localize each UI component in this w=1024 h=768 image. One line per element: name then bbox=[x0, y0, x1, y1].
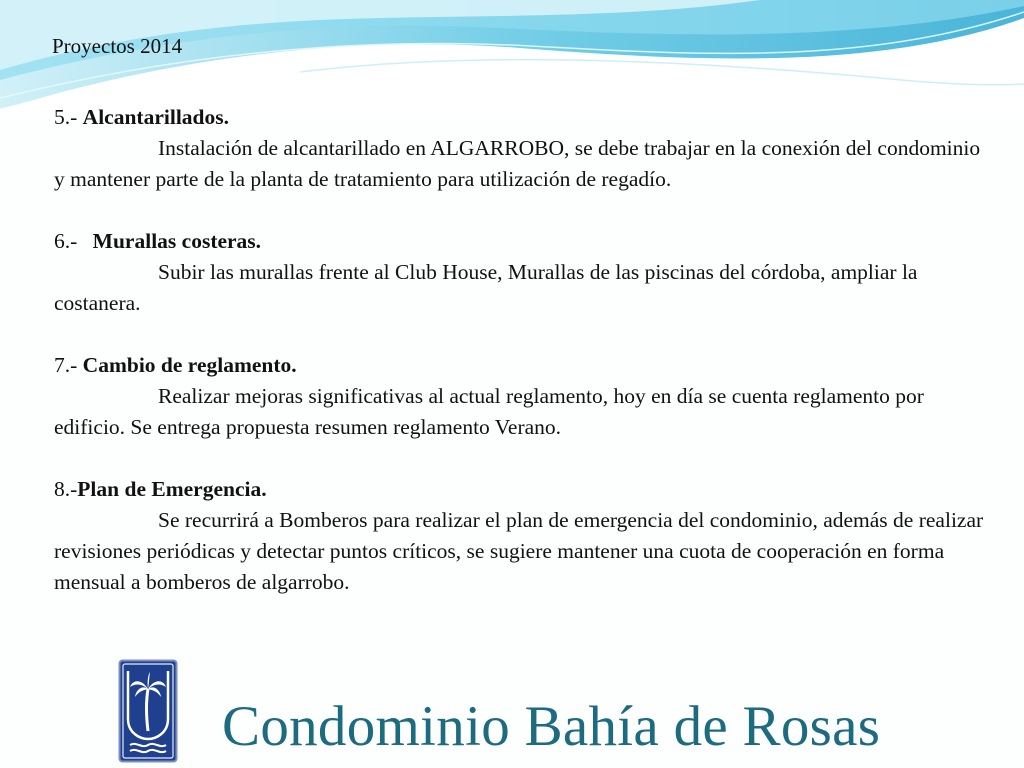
item-number: 5.- bbox=[54, 105, 83, 129]
footer-title: Condominio Bahía de Rosas bbox=[222, 695, 881, 758]
item-heading bbox=[54, 474, 984, 505]
item-title: Murallas costeras. bbox=[92, 229, 262, 253]
item-description: Subir las murallas frente al Club House, Murallas de las piscinas del córdoba, ampliar la costanera. bbox=[54, 260, 918, 315]
header-label: Proyectos 2014 bbox=[52, 34, 183, 58]
item-heading bbox=[54, 226, 984, 257]
project-list bbox=[54, 102, 984, 629]
project-item-7 bbox=[54, 350, 984, 443]
item-number: 8.- bbox=[54, 477, 78, 501]
item-number: 7.- bbox=[54, 353, 83, 377]
item-title: Plan de Emergencia. bbox=[77, 477, 267, 501]
item-heading bbox=[54, 350, 984, 381]
item-number: 6.- bbox=[54, 229, 83, 253]
project-item-6 bbox=[54, 226, 984, 319]
palm-tree-waves-logo-icon bbox=[118, 659, 178, 763]
item-description: Se recurrirá a Bomberos para realizar el plan de emergencia del condominio, además de realizar revisiones periódicas y detectar puntos críticos, se sugiere mantener una cuota de cooperación en forma mensual a bomberos de algarrobo. bbox=[54, 508, 984, 594]
item-heading bbox=[54, 102, 984, 133]
item-title: Cambio de reglamento. bbox=[82, 353, 297, 377]
project-item-5 bbox=[54, 102, 984, 195]
project-item-8 bbox=[54, 474, 984, 598]
item-title: Alcantarillados. bbox=[82, 105, 229, 129]
item-description: Instalación de alcantarillado en ALGARROBO, se debe trabajar en la conexión del condominio y mantener parte de la planta de tratamiento para utilización de regadío. bbox=[54, 136, 981, 191]
item-description: Realizar mejoras significativas al actual reglamento, hoy en día se cuenta reglamento por edificio. Se entrega propuesta resumen reglamento Verano. bbox=[54, 384, 924, 439]
